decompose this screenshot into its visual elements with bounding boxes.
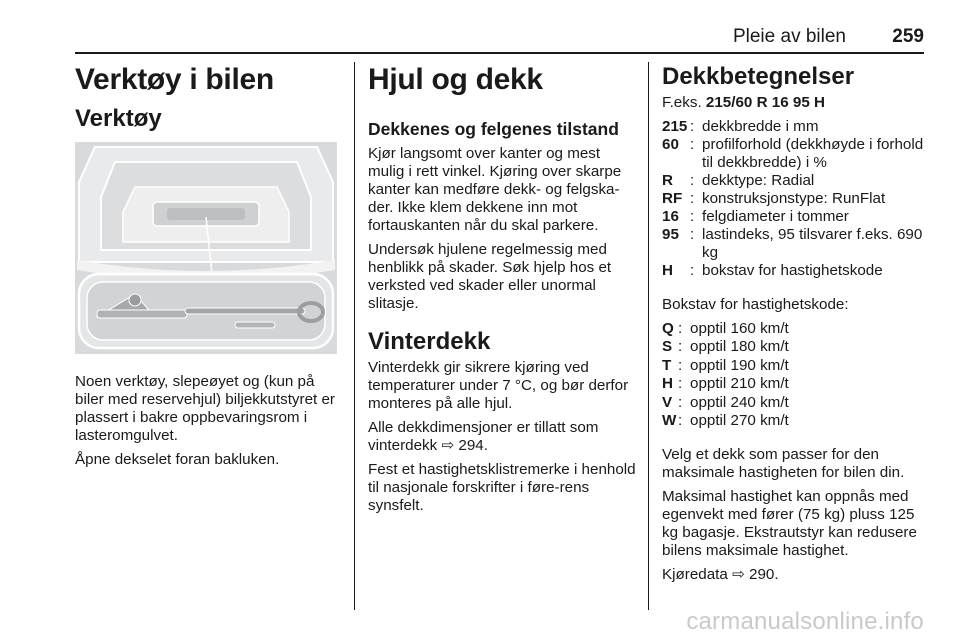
example-code: 215/60 R 16 95 H bbox=[705, 94, 825, 111]
def-key: 215 bbox=[662, 118, 688, 135]
def-key: H bbox=[662, 262, 673, 279]
paragraph-max-speed: Maksimal hastighet kan oppnås med egenvekt med fører (75 kg) pluss 125 kg bagasje. Ekstrautstyr kan redusere bilens maksimale hastighet. bbox=[662, 488, 917, 560]
speed-key: Q bbox=[662, 320, 674, 337]
paragraph-open-cover: Åpne dekselet foran bakluken. bbox=[75, 451, 280, 468]
def-value: felgdiameter i tommer bbox=[702, 208, 849, 225]
designation-list: 215 : dekkbredde i mm 60 : profilforhold (dekkhøyde i forhold til dekkbredde) i % R : dekktype: Radial RF : konstruksjonstype: RunFlat 16 : felgdiameter i tommer 95 : lastindeks, 95 tilsvarer f.eks. 690 kg H : bokstav for hastighetskode bbox=[662, 118, 930, 280]
speed-key: W bbox=[662, 412, 677, 430]
speed-code-list: Q : opptil 160 km/t S : opptil 180 km/t T : opptil 190 km/t H : opptil 210 km/t V : opptil 240 km/t W : opptil 270 km/t bbox=[662, 320, 930, 430]
page-header bbox=[75, 22, 924, 54]
def-value: bokstav for hastighetskode bbox=[702, 262, 883, 279]
def-value: profilforhold (dekkhøyde i forhold til dekkbredde) i % bbox=[702, 136, 924, 171]
speed-key: H bbox=[662, 375, 673, 393]
example-line bbox=[662, 94, 930, 112]
paragraph-tools-location: Noen verktøy, slepeøyet og (kun på biler med reservehjul) biljekkutstyret er plassert i bakre oppbevaringsrom i lasteromgulvet. bbox=[75, 373, 335, 444]
heading-tools: Verktøy bbox=[75, 105, 162, 132]
speed-value: opptil 160 km/t bbox=[690, 320, 789, 337]
speed-key: S bbox=[662, 338, 673, 356]
column-divider bbox=[648, 62, 649, 610]
heading-tools-in-car: Verktøy i bilen bbox=[75, 63, 274, 96]
def-key: RF bbox=[662, 190, 683, 207]
def-key: 60 bbox=[662, 136, 679, 153]
speed-key: V bbox=[662, 393, 673, 411]
page-number: 259 bbox=[892, 26, 924, 47]
def-value: lastindeks, 95 tilsvarer f.eks. 690 kg bbox=[702, 226, 923, 261]
speed-key: T bbox=[662, 356, 672, 374]
heading-tyre-designations: Dekkbetegnelser bbox=[662, 63, 855, 90]
section-title: Pleie av bilen bbox=[732, 26, 846, 47]
heading-winter-tyres: Vinterdekk bbox=[368, 328, 491, 355]
speed-code-intro: Bokstav for hastighetskode: bbox=[662, 296, 849, 313]
speed-value: opptil 270 km/t bbox=[690, 412, 789, 430]
def-key: 95 bbox=[662, 226, 679, 243]
column-divider bbox=[354, 62, 355, 610]
paragraph-winter-dimensions: Alle dekkdimensjoner er tillatt som vinterdekk ⇨ 294. bbox=[368, 419, 599, 454]
def-value: dekktype: Radial bbox=[702, 172, 815, 189]
column-tyre-designations bbox=[662, 62, 930, 584]
paragraph-driving-data-ref: Kjøredata ⇨ 290. bbox=[662, 566, 779, 584]
speed-value: opptil 190 km/t bbox=[690, 356, 789, 374]
paragraph-winter-temperature: Vinterdekk gir sikrere kjøring ved temperaturer under 7 °C, og bør derfor monteres på alle hjul. bbox=[368, 359, 629, 412]
def-value: konstruksjonstype: RunFlat bbox=[702, 190, 886, 207]
def-key: R bbox=[662, 172, 673, 189]
watermark-footer: carmanualsonline.info bbox=[686, 608, 924, 635]
speed-value: opptil 240 km/t bbox=[690, 393, 789, 411]
paragraph-choose-tyre: Velg et dekk som passer for den maksimale hastigheten for bilen din. bbox=[662, 446, 905, 482]
paragraph-inspect-wheels: Undersøk hjulene regelmessig med henblikk på skader. Søk hjelp hos et verksted ved skader eller unormal slitasje. bbox=[368, 241, 612, 312]
speed-value: opptil 210 km/t bbox=[690, 375, 789, 393]
example-prefix: F.eks. bbox=[662, 94, 702, 111]
heading-wheels-tyres: Hjul og dekk bbox=[368, 63, 543, 96]
column-wheels-tyres bbox=[368, 62, 636, 515]
heading-tyre-rim-condition: Dekkenes og felgenes tilstand bbox=[368, 119, 619, 139]
trunk-tools-illustration bbox=[75, 142, 337, 354]
column-tools bbox=[75, 62, 345, 469]
def-value: dekkbredde i mm bbox=[702, 118, 819, 135]
paragraph-speed-sticker: Fest et hastighetsklistremerke i henhold til nasjonale forskrifter i føre-rens synsfelt. bbox=[368, 461, 636, 514]
paragraph-driving-over-edges: Kjør langsomt over kanter og mest mulig i rett vinkel. Kjøring over skarpe kanter kan medføre dekk- og felgska-der. Ikke klem dekkene inn mot fortauskanten når du skal parkere. bbox=[368, 145, 622, 234]
def-key: 16 bbox=[662, 208, 679, 225]
speed-value: opptil 180 km/t bbox=[690, 338, 789, 356]
